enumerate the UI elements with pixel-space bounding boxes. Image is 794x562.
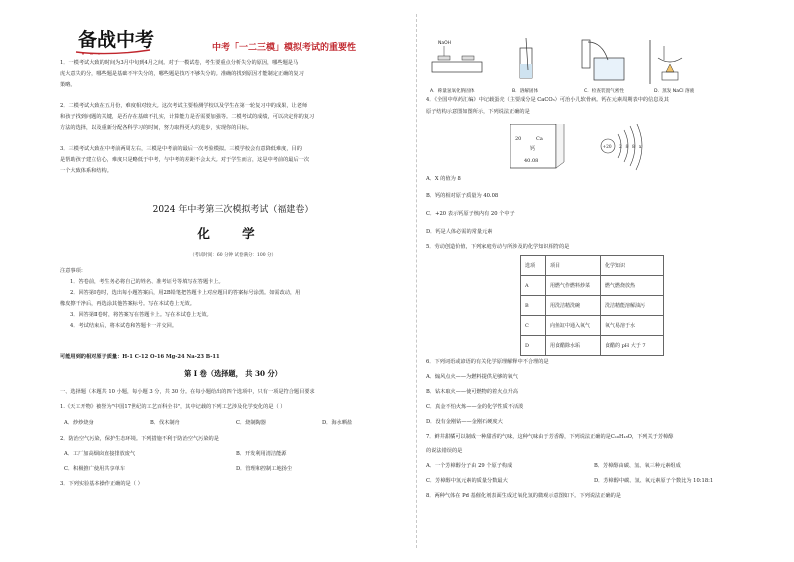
q7-option-c: C．芳樟醇中氢元素的质量分数最大 — [426, 478, 508, 484]
q2-option-c: C．积极推广使用共享单车 — [64, 466, 126, 472]
table-row: D 用食醋除水垢 食醋的 pH 大于 7 — [521, 336, 664, 356]
figure-label-c: C．检查装置气密性 — [584, 89, 624, 94]
q4-option-a: A．X 的值为 8 — [426, 176, 461, 182]
subject-title: 化 学 — [197, 226, 269, 241]
q2-option-d: D．管理和控制工地扬尘 — [236, 466, 293, 472]
shell-2: 8 — [625, 145, 629, 150]
brand-logo — [70, 16, 170, 58]
column-divider — [416, 14, 417, 548]
right-column — [426, 0, 756, 562]
question-8-stem: 8．两种气体在 Pd 基催化剂表面生成过氧化氢的微观示意图如下。下列说法正确的是 — [426, 493, 621, 499]
note-item: 2．回答第Ⅰ卷时，选出每小题答案后，用2B铅笔把答题卡上对应题目的答案标号涂黑。如需改动，用 — [70, 290, 301, 296]
calcium-element-figure — [510, 124, 660, 172]
question-4-stem-line-2: 原子结构示意图如图所示，下列说法正确的是 — [426, 109, 530, 115]
table-header-row: 选项 项目 化学知识 — [521, 256, 664, 276]
q6-option-c: C．真金不怕火炼——金的化学性质不活泼 — [426, 404, 524, 410]
intro-paragraph-3: 3．三模考试大致在中考前两周左右，三模是中考前的最后一次考验模拟。三模学校会有意降低难度，目的 是帮助孩子建立信心，难度只是略低于中考，与中考的差距不会太大。对于学生而言，这是中考前的最后一次 一个大致体系和结构。 — [60, 146, 310, 174]
section-instructions: 一、选择题（本题共 10 小题，每小题 3 分，共 30 分。在每小题给出的四个选项中，只有一项是符合题目要求 — [60, 389, 315, 395]
q5-table — [520, 255, 664, 356]
element-number: 20 — [515, 136, 522, 142]
question-4-stem-line-1: 4．《全国中草药汇编》中记载蛋壳（主要成分是 CaCO₃）可治小儿软骨病。钙在元素周期表中的信息及其 — [426, 97, 669, 103]
q7-option-a: A．一个芳樟醇分子由 29 个原子构成 — [426, 463, 513, 469]
q2-option-b: B．开发利用清洁能源 — [236, 451, 287, 457]
question-5-stem: 5．劳动创造价值，下列家庭劳动与所涉及的化学知识相符的是 — [426, 244, 570, 250]
q4-option-d: D．钙是人体必需的常量元素 — [426, 229, 493, 235]
figure-label-b: B．溶解固体 — [512, 89, 539, 94]
q6-option-a: A．煽风点火——为燃料提供足够的氧气 — [426, 374, 518, 380]
beaker-figure — [520, 38, 532, 78]
q6-option-d: D．没有金刚钻——金刚石硬度大 — [426, 419, 503, 425]
q1-option-d: D．海水晒盐 — [322, 420, 353, 426]
notes-block — [60, 266, 406, 332]
question-6-stem: 6．下列词语或谚语的有关化学原理解释中不合理的是 — [426, 359, 549, 365]
q1-option-b: B．伐木制舟 — [150, 420, 180, 426]
table-row: C 向鱼缸中通入氧气 氧气易溶于水 — [521, 316, 664, 336]
question-7-stem-line-1: 7．鲜井甜橘可以制成一种甜香的气味，这种气味由于芳香醇，下列说法正确的是C₁₀H₁₈O，下列关于芳樟醇 — [426, 434, 674, 440]
figure-label-a: A．称量氢氧化钠固体 — [430, 89, 475, 94]
element-symbol: Ca — [536, 136, 543, 142]
lab-figures — [426, 36, 756, 94]
notes-heading: 注意事项： — [60, 268, 86, 274]
header-title: 中考「一二三模」模拟考试的重要性 — [211, 43, 356, 53]
shell-3: 8 — [632, 145, 635, 150]
naoh-label: NaOH — [438, 41, 452, 46]
q1-option-a: A．炒炒烧身 — [64, 420, 94, 426]
exam-title: 2024 年中考第三次模拟考试（福建卷） — [152, 205, 314, 215]
balance-figure — [432, 40, 482, 72]
intro-paragraph-1: 1．一模考试大致的时间为3月中旬到4月之间。对于一模试卷，考生要重点分析失分的原因，哪些题是马 虎大意失的分，哪些题是基础不牢失分的，哪些题是技巧不够失分的。准确的找到原因才能制定正确的复习 策略。 — [60, 60, 304, 88]
question-1-stem: 1.《天工开物》被誉为"中国17世纪的工艺百科全书"，其中记载的下列工艺涉及化学变化的是（ ） — [60, 404, 286, 410]
question-3-stem: 3．下列实验基本操作正确的是（ ） — [60, 481, 143, 487]
note-item: 1．答卷前，考生务必将自己的姓名、准考证号等填写在答题卡上。 — [70, 279, 224, 285]
test-tube-figure — [582, 40, 624, 80]
atom-structure-diagram — [601, 124, 642, 170]
note-item: 4．考试结束后，将本试卷和答题卡一并交回。 — [70, 323, 178, 329]
logo-text: 备战中考 — [78, 29, 155, 51]
shell-4: x — [639, 145, 642, 150]
element-mass: 40.08 — [524, 158, 539, 164]
exam-meta: （考试时间：60 分钟 试卷满分：100 分） — [189, 253, 277, 258]
q2-option-a: A．工厂加高烟囱直接排放废气 — [64, 451, 136, 457]
q4-option-b: B．钙的相对原子质量为 40.08 — [426, 193, 499, 199]
shell-1: 2 — [619, 145, 622, 150]
question-2-stem: 2．防治空气污染，保护生态环境。下列措施不利于防治空气污染的是 — [60, 436, 219, 442]
question-7-stem-line-2: 的说法错误的是 — [426, 448, 463, 454]
section-title: 第 I 卷（选择题， 共 30 分） — [184, 369, 282, 378]
element-name: 钙 — [530, 146, 536, 152]
q7-option-d: D．芳樟醇中碳、氢、氧元素原子个数比为 10:18:1 — [594, 478, 714, 484]
figure-label-d: D．蒸发 NaCl 溶液 — [654, 89, 695, 94]
intro-paragraph-2: 2．二模考试大致在五月份，难度相对较大。这次考试主要检测学校以及学生在第一轮复习中的成果，让老师 和孩子找到问题的关键，是否存在基础不扎实，计算能力是否需要加强等。二模考试的成绩，可以决定你的复习 方法的选择，以及重新分配各科学习的时间，努力取得更大的进步，实现你的目标。 — [60, 103, 315, 131]
q6-option-b: B．钻木取火——使可燃物的着火点升高 — [426, 389, 518, 395]
q1-option-c: C．烧制陶器 — [236, 420, 266, 426]
nucleus-charge: +20 — [602, 145, 612, 150]
left-column — [60, 0, 406, 562]
table-row: A 用燃气作燃料炒菜 燃气燃烧放热 — [521, 276, 664, 296]
table-row: B 用洗洁精洗碗 洗洁精能溶解油污 — [521, 296, 664, 316]
note-item: 3．回答第Ⅱ卷时，将答案写在答题卡上。写在本试卷上无效。 — [70, 312, 212, 318]
q7-option-b: B．芳樟醇由碳、氢、氧三种元素组成 — [594, 463, 681, 469]
q4-option-c: C．+20 表示钙原子核内有 20 个中子 — [426, 211, 515, 217]
note-item: 橡皮擦干净后，再选涂其他答案标号。写在本试卷上无效。 — [60, 301, 195, 307]
evaporation-figure — [650, 40, 682, 84]
atomic-masses: 可能用到的相对原子质量：H-1 C-12 O-16 Mg-24 Na-23 B-11 — [60, 354, 220, 360]
